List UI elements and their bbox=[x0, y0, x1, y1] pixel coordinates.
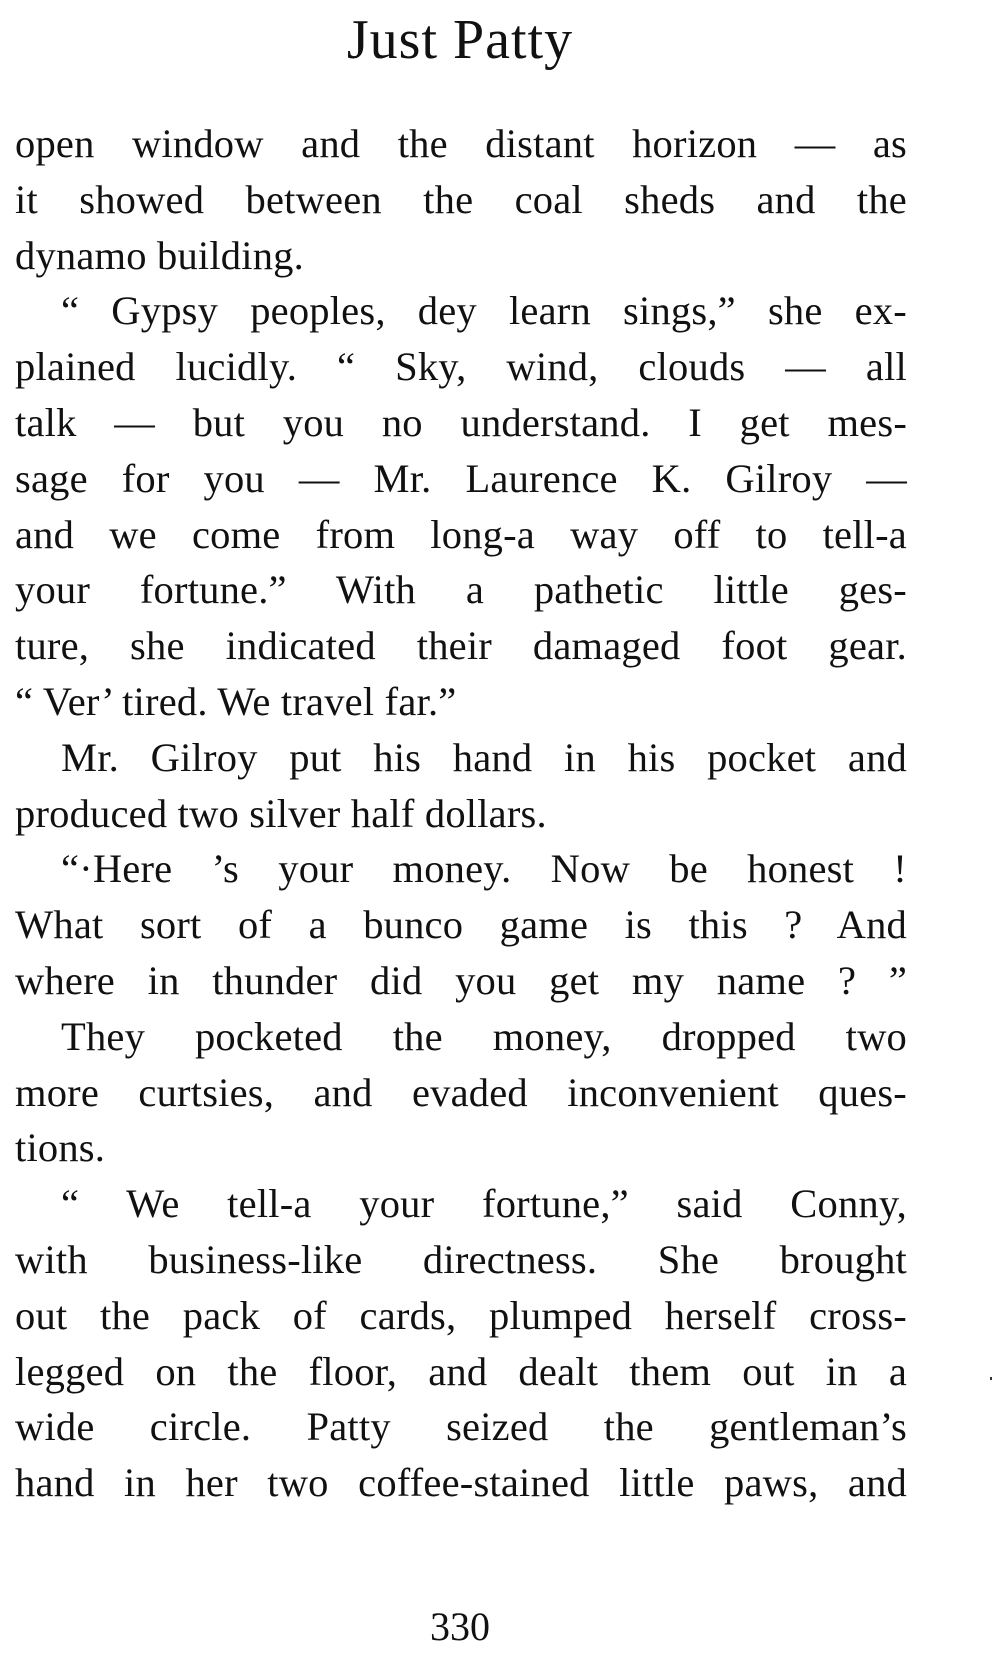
text-line: plained lucidly. “ Sky, wind, clouds — all bbox=[15, 344, 907, 390]
text-line: “ Gypsy peoples, dey learn sings,” she ex- bbox=[61, 288, 907, 334]
page-number: 330 bbox=[430, 1604, 490, 1649]
text-line: where in thunder did you get my name ? ” bbox=[15, 957, 907, 1003]
body-text bbox=[15, 116, 907, 1511]
text-line: your fortune.” With a pathetic little ges- bbox=[15, 567, 907, 613]
text-line: sage for you — Mr. Laurence K. Gilroy — bbox=[15, 455, 907, 501]
text-line: “ Ver’ tired. We travel far.” bbox=[15, 678, 457, 724]
text-line: hand in her two coffee-stained little paws, and bbox=[15, 1460, 907, 1506]
text-line: legged on the floor, and dealt them out in a bbox=[15, 1348, 907, 1394]
text-line: produced two silver half dollars. bbox=[15, 790, 547, 836]
text-line: What sort of a bunco game is this ? And bbox=[15, 902, 907, 948]
text-line: tions. bbox=[15, 1125, 106, 1171]
text-line: more curtsies, and evaded inconvenient ques- bbox=[15, 1069, 907, 1115]
text-line: it showed between the coal sheds and the bbox=[15, 176, 907, 222]
text-line: open window and the distant horizon — as bbox=[15, 121, 907, 166]
text-line: “·Here ’s your money. Now be honest ! bbox=[61, 846, 907, 892]
text-line: out the pack of cards, plumped herself cross- bbox=[15, 1292, 907, 1338]
text-line: dynamo building. bbox=[15, 232, 304, 278]
text-line: talk — but you no understand. I get mes- bbox=[15, 399, 907, 445]
text-line: “ We tell-a your fortune,” said Conny, bbox=[61, 1181, 907, 1227]
text-line: wide circle. Patty seized the gentleman’s bbox=[15, 1404, 907, 1450]
text-line: ture, she indicated their damaged foot gear. bbox=[15, 623, 907, 669]
running-head: Just Patty bbox=[346, 9, 574, 71]
text-line: Mr. Gilroy put his hand in his pocket and bbox=[61, 734, 907, 780]
text-line: They pocketed the money, dropped two bbox=[61, 1013, 907, 1059]
text-line: and we come from long-a way off to tell-a bbox=[15, 511, 907, 557]
text-line: with business-like directness. She brought bbox=[15, 1236, 907, 1282]
print-speck bbox=[990, 1377, 992, 1380]
